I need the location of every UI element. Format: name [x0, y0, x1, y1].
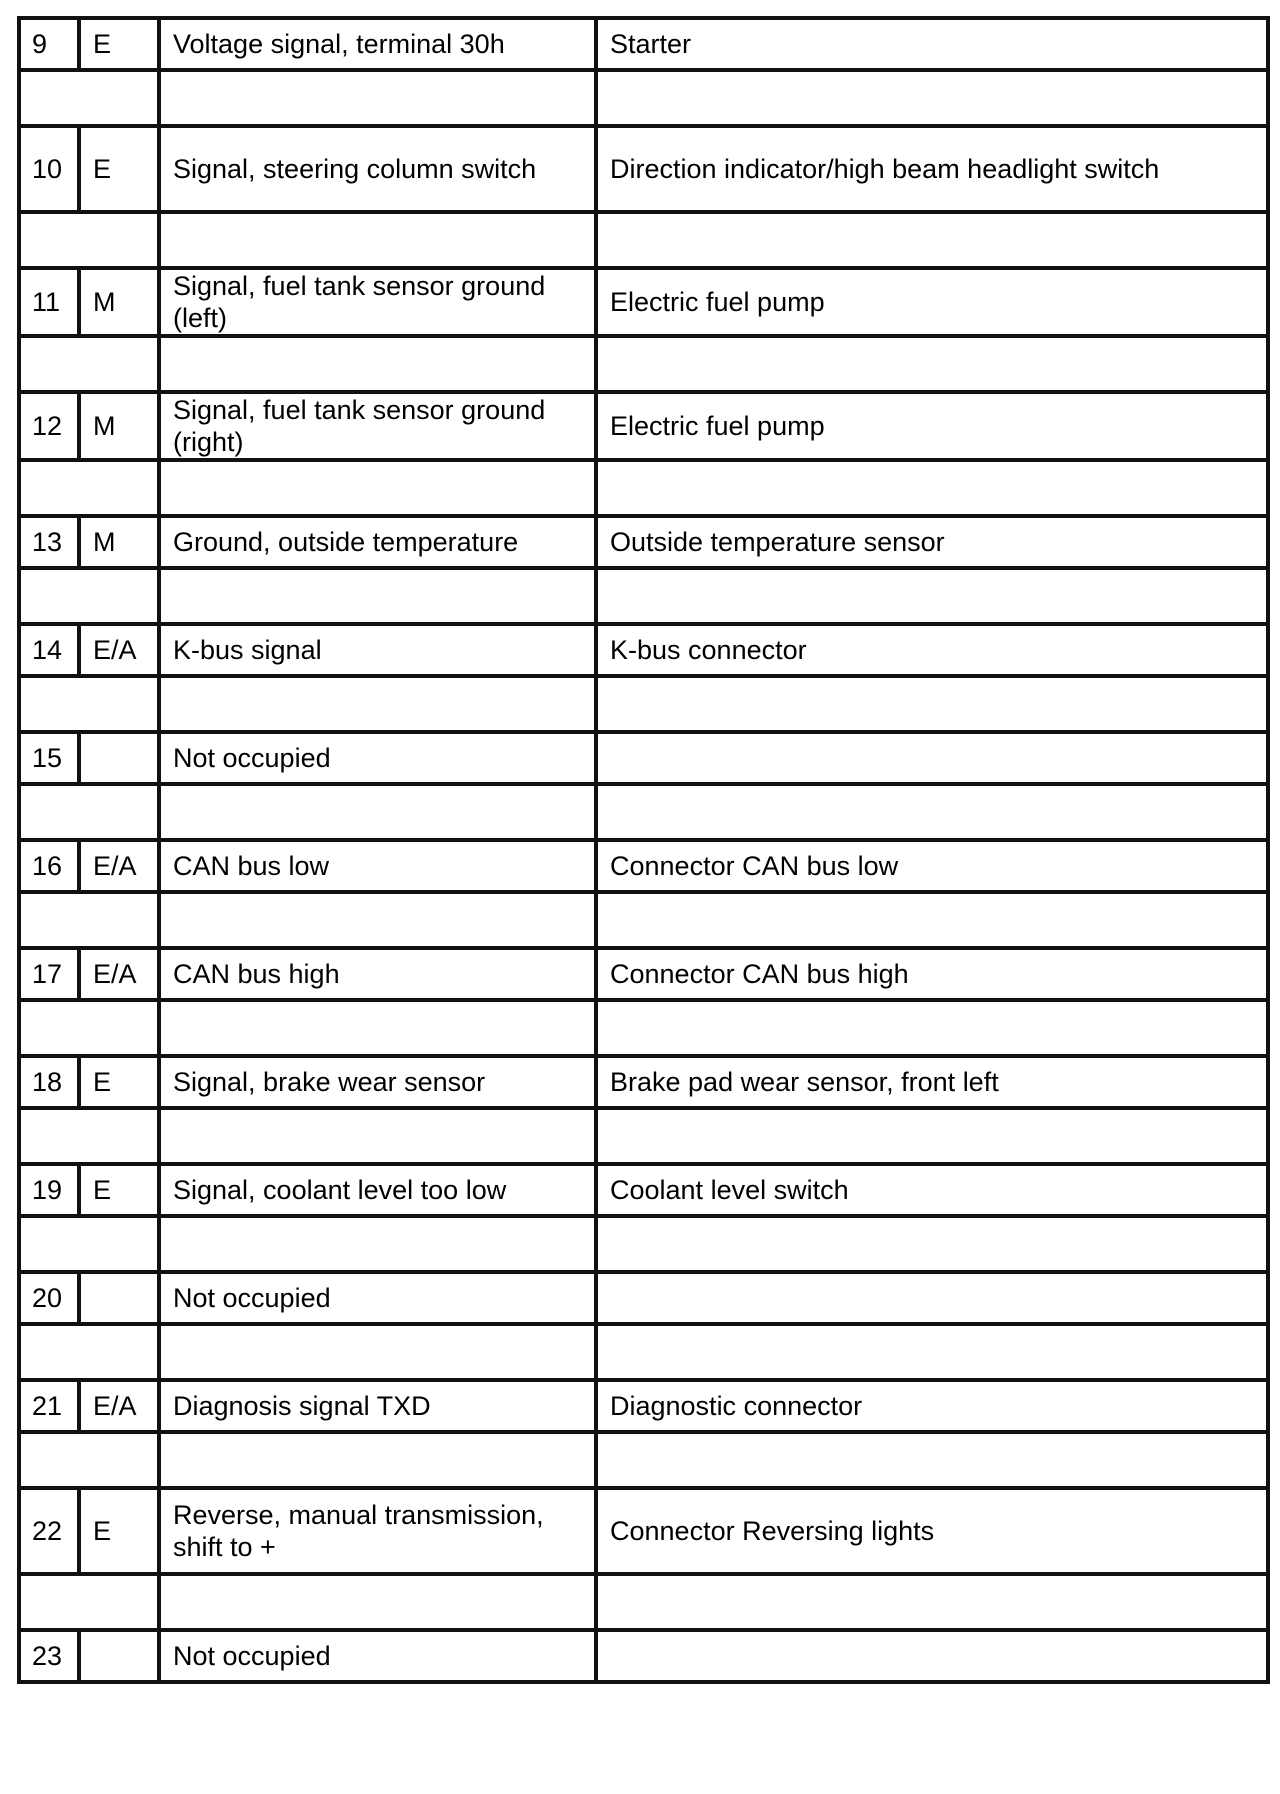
pin-number-cell: 14 — [19, 624, 79, 676]
spacer-cell — [596, 784, 1268, 840]
signal-type-cell: E/A — [79, 840, 159, 892]
signal-description-cell: Diagnosis signal TXD — [159, 1380, 596, 1432]
spacer-cell — [596, 1000, 1268, 1056]
component-cell: Connector CAN bus high — [596, 948, 1268, 1000]
spacer-cell — [596, 568, 1268, 624]
signal-type-cell — [79, 1630, 159, 1682]
pin-number-cell: 9 — [19, 18, 79, 70]
component-cell: Connector CAN bus low — [596, 840, 1268, 892]
signal-type-cell: E/A — [79, 1380, 159, 1432]
signal-description-cell: CAN bus high — [159, 948, 596, 1000]
pin-row — [19, 1630, 1268, 1682]
spacer-cell — [159, 1432, 596, 1488]
spacer-row — [19, 1324, 1268, 1380]
pin-row — [19, 948, 1268, 1000]
pin-row — [19, 18, 1268, 70]
spacer-cell — [159, 1324, 596, 1380]
spacer-cell — [159, 568, 596, 624]
pin-number-cell: 15 — [19, 732, 79, 784]
pin-number-cell: 11 — [19, 268, 79, 336]
signal-description-cell: Not occupied — [159, 732, 596, 784]
spacer-cell — [596, 70, 1268, 126]
component-cell: Electric fuel pump — [596, 268, 1268, 336]
spacer-row — [19, 892, 1268, 948]
spacer-cell — [19, 70, 159, 126]
component-cell — [596, 1272, 1268, 1324]
spacer-cell — [19, 784, 159, 840]
spacer-cell — [19, 212, 159, 268]
signal-type-cell: M — [79, 392, 159, 460]
pin-row — [19, 126, 1268, 212]
component-cell: Coolant level switch — [596, 1164, 1268, 1216]
spacer-cell — [596, 1216, 1268, 1272]
pin-number-cell: 12 — [19, 392, 79, 460]
spacer-row — [19, 568, 1268, 624]
spacer-cell — [596, 892, 1268, 948]
spacer-row — [19, 676, 1268, 732]
spacer-row — [19, 212, 1268, 268]
spacer-cell — [159, 70, 596, 126]
pin-row — [19, 516, 1268, 568]
spacer-cell — [19, 1324, 159, 1380]
spacer-row — [19, 1432, 1268, 1488]
pin-row — [19, 1488, 1268, 1574]
signal-description-cell: Signal, brake wear sensor — [159, 1056, 596, 1108]
spacer-cell — [159, 1000, 596, 1056]
spacer-row — [19, 70, 1268, 126]
pin-row — [19, 732, 1268, 784]
signal-type-cell: M — [79, 516, 159, 568]
spacer-row — [19, 784, 1268, 840]
component-cell: Electric fuel pump — [596, 392, 1268, 460]
signal-type-cell — [79, 732, 159, 784]
pin-number-cell: 18 — [19, 1056, 79, 1108]
signal-description-cell: Signal, fuel tank sensor ground (right) — [159, 392, 596, 460]
pin-row — [19, 624, 1268, 676]
spacer-cell — [159, 336, 596, 392]
spacer-cell — [596, 1574, 1268, 1630]
signal-type-cell: E/A — [79, 948, 159, 1000]
component-cell: Direction indicator/high beam headlight switch — [596, 126, 1268, 212]
component-cell: Connector Reversing lights — [596, 1488, 1268, 1574]
spacer-row — [19, 1108, 1268, 1164]
pin-row — [19, 840, 1268, 892]
signal-type-cell: E/A — [79, 624, 159, 676]
signal-type-cell: E — [79, 126, 159, 212]
spacer-cell — [596, 1432, 1268, 1488]
signal-description-cell: Not occupied — [159, 1272, 596, 1324]
component-cell: Starter — [596, 18, 1268, 70]
signal-description-cell: Signal, fuel tank sensor ground (left) — [159, 268, 596, 336]
spacer-cell — [159, 460, 596, 516]
component-cell — [596, 732, 1268, 784]
pin-number-cell: 16 — [19, 840, 79, 892]
spacer-cell — [19, 892, 159, 948]
spacer-cell — [159, 1108, 596, 1164]
pin-number-cell: 23 — [19, 1630, 79, 1682]
spacer-cell — [159, 676, 596, 732]
spacer-row — [19, 460, 1268, 516]
pin-number-cell: 13 — [19, 516, 79, 568]
spacer-cell — [596, 336, 1268, 392]
pin-number-cell: 17 — [19, 948, 79, 1000]
spacer-cell — [596, 1108, 1268, 1164]
spacer-cell — [159, 892, 596, 948]
spacer-cell — [19, 676, 159, 732]
component-cell: Outside temperature sensor — [596, 516, 1268, 568]
spacer-cell — [596, 676, 1268, 732]
spacer-row — [19, 336, 1268, 392]
spacer-cell — [159, 212, 596, 268]
pin-number-cell: 21 — [19, 1380, 79, 1432]
component-cell: Brake pad wear sensor, front left — [596, 1056, 1268, 1108]
spacer-cell — [19, 1432, 159, 1488]
signal-description-cell: Voltage signal, terminal 30h — [159, 18, 596, 70]
spacer-cell — [159, 1574, 596, 1630]
spacer-cell — [159, 784, 596, 840]
pin-assignment-table — [17, 16, 1270, 1684]
pin-number-cell: 19 — [19, 1164, 79, 1216]
signal-type-cell — [79, 1272, 159, 1324]
spacer-cell — [19, 1000, 159, 1056]
pin-number-cell: 20 — [19, 1272, 79, 1324]
spacer-cell — [19, 568, 159, 624]
spacer-cell — [19, 336, 159, 392]
pin-row — [19, 268, 1268, 336]
pin-row — [19, 1056, 1268, 1108]
spacer-cell — [596, 212, 1268, 268]
spacer-cell — [19, 460, 159, 516]
spacer-row — [19, 1000, 1268, 1056]
spacer-cell — [596, 1324, 1268, 1380]
spacer-row — [19, 1216, 1268, 1272]
spacer-cell — [596, 460, 1268, 516]
signal-description-cell: Reverse, manual transmission, shift to + — [159, 1488, 596, 1574]
signal-description-cell: K-bus signal — [159, 624, 596, 676]
spacer-row — [19, 1574, 1268, 1630]
pin-number-cell: 10 — [19, 126, 79, 212]
signal-description-cell: Ground, outside temperature — [159, 516, 596, 568]
spacer-cell — [19, 1574, 159, 1630]
signal-type-cell: E — [79, 18, 159, 70]
pin-row — [19, 1272, 1268, 1324]
pin-row — [19, 1380, 1268, 1432]
signal-description-cell: Not occupied — [159, 1630, 596, 1682]
pin-table-body — [19, 18, 1268, 1682]
component-cell: Diagnostic connector — [596, 1380, 1268, 1432]
signal-type-cell: M — [79, 268, 159, 336]
signal-description-cell: Signal, steering column switch — [159, 126, 596, 212]
pin-row — [19, 1164, 1268, 1216]
pin-number-cell: 22 — [19, 1488, 79, 1574]
spacer-cell — [19, 1108, 159, 1164]
component-cell — [596, 1630, 1268, 1682]
signal-description-cell: CAN bus low — [159, 840, 596, 892]
signal-type-cell: E — [79, 1488, 159, 1574]
spacer-cell — [159, 1216, 596, 1272]
signal-type-cell: E — [79, 1164, 159, 1216]
component-cell: K-bus connector — [596, 624, 1268, 676]
spacer-cell — [19, 1216, 159, 1272]
pin-row — [19, 392, 1268, 460]
signal-type-cell: E — [79, 1056, 159, 1108]
signal-description-cell: Signal, coolant level too low — [159, 1164, 596, 1216]
